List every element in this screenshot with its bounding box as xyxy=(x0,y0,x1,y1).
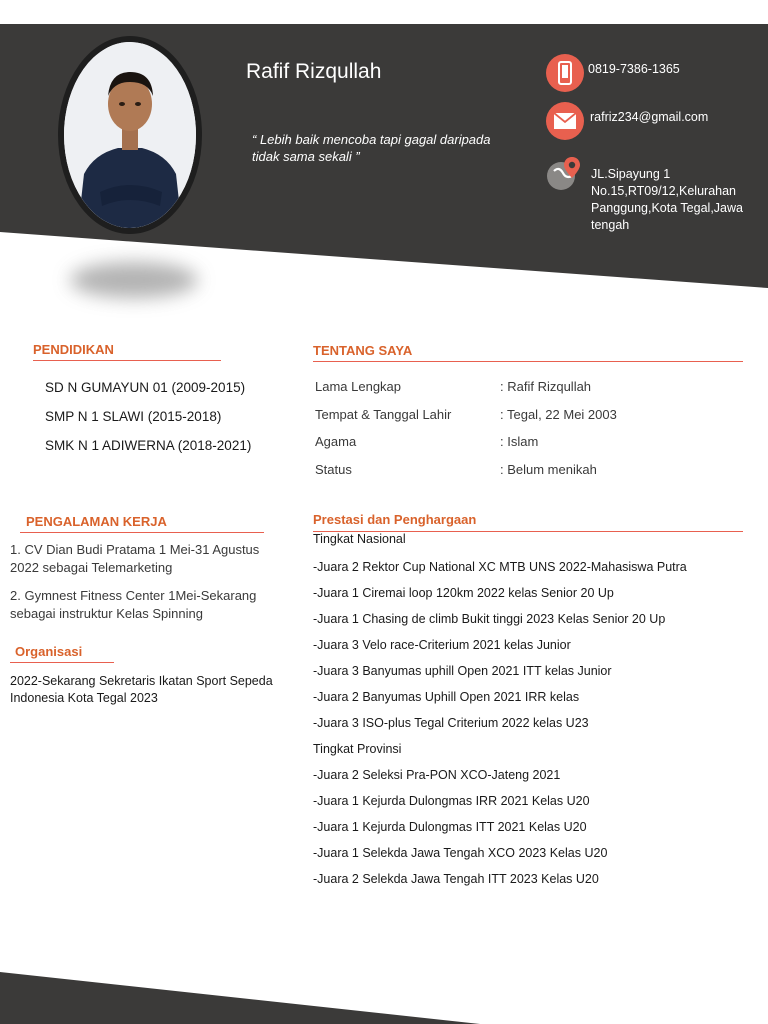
achievement-item: -Juara 1 Chasing de climb Bukit tinggi 2023 Kelas Senior 20 Up xyxy=(313,612,666,626)
about-label: Agama xyxy=(315,434,357,449)
about-value: : Islam xyxy=(500,434,539,449)
about-value: : Belum menikah xyxy=(500,462,597,477)
photo-shadow xyxy=(70,262,198,298)
about-label: Tempat & Tanggal Lahir xyxy=(315,407,452,422)
about-label: Lama Lengkap xyxy=(315,379,402,394)
profile-quote: “ Lebih baik mencoba tapi gagal daripada tidak sama sekali ” xyxy=(252,132,491,164)
organization-item: 2022-Sekarang Sekretaris Ikatan Sport Sepeda xyxy=(10,674,273,688)
prestasi-title: Prestasi dan Penghargaan xyxy=(313,512,477,527)
achievement-item: -Juara 1 Kejurda Dulongmas IRR 2021 Kelas U20 xyxy=(313,794,590,808)
achievement-item: -Juara 2 Banyumas Uphill Open 2021 IRR kelas xyxy=(313,690,580,704)
achievement-item: -Juara 3 Velo race-Criterium 2021 kelas Junior xyxy=(313,638,571,652)
about-value: : Tegal, 22 Mei 2003 xyxy=(500,407,617,422)
profile-name: Rafif Rizqullah xyxy=(246,60,382,83)
pengalaman-title: PENGALAMAN KERJA xyxy=(26,514,167,529)
achievement-item: -Juara 1 Kejurda Dulongmas ITT 2021 Kelas U20 xyxy=(313,820,587,834)
about-label: Status xyxy=(315,462,352,477)
organisasi-underline xyxy=(10,662,114,663)
experience-item: 2. Gymnest Fitness Center 1Mei-Sekarang xyxy=(10,588,257,603)
email-address: rafriz234@gmail.com xyxy=(590,110,709,124)
phone-icon xyxy=(546,54,584,92)
experience-item: sebagai instruktur Kelas Spinning xyxy=(10,606,203,621)
education-item: SMP N 1 SLAWI (2015-2018) xyxy=(45,409,222,424)
tentang-underline xyxy=(313,361,743,362)
profile-photo xyxy=(64,42,196,228)
location-icon xyxy=(546,154,584,192)
achievement-item: -Juara 2 Seleksi Pra-PON XCO-Jateng 2021 xyxy=(313,768,561,782)
footer-band xyxy=(0,960,768,1024)
address-line-2: No.15,RT09/12,Kelurahan xyxy=(591,184,737,198)
experience-item: 1. CV Dian Budi Pratama 1 Mei-31 Agustus xyxy=(10,542,260,557)
achievement-item: -Juara 3 Banyumas uphill Open 2021 ITT kelas Junior xyxy=(313,664,612,678)
address-line-1: JL.Sipayung 1 xyxy=(591,167,671,181)
about-value: : Rafif Rizqullah xyxy=(500,379,592,394)
pendidikan-title: PENDIDIKAN xyxy=(33,342,114,357)
pendidikan-underline xyxy=(33,360,221,361)
address-line-4: tengah xyxy=(591,218,630,232)
education-item: SD N GUMAYUN 01 (2009-2015) xyxy=(45,380,246,395)
address-line-3: Panggung,Kota Tegal,Jawa xyxy=(591,201,743,215)
education-item: SMK N 1 ADIWERNA (2018-2021) xyxy=(45,438,252,453)
experience-item: 2022 sebagai Telemarketing xyxy=(10,560,173,575)
achievement-heading: Tingkat Nasional xyxy=(313,532,406,546)
phone-number: 0819-7386-1365 xyxy=(588,62,680,76)
tentang-title: TENTANG SAYA xyxy=(313,343,413,358)
achievement-item: -Juara 2 Rektor Cup National XC MTB UNS 2022-Mahasiswa Putra xyxy=(313,560,687,574)
organisasi-title: Organisasi xyxy=(15,644,83,659)
achievement-item: -Juara 3 ISO-plus Tegal Criterium 2022 kelas U23 xyxy=(313,716,589,730)
organization-item: Indonesia Kota Tegal 2023 xyxy=(10,691,158,705)
achievement-heading: Tingkat Provinsi xyxy=(313,742,402,756)
achievement-item: -Juara 1 Ciremai loop 120km 2022 kelas Senior 20 Up xyxy=(313,586,614,600)
pengalaman-underline xyxy=(20,532,264,533)
achievement-item: -Juara 1 Selekda Jawa Tengah XCO 2023 Kelas U20 xyxy=(313,846,608,860)
achievement-item: -Juara 2 Selekda Jawa Tengah ITT 2023 Kelas U20 xyxy=(313,872,599,886)
email-icon xyxy=(546,102,584,140)
